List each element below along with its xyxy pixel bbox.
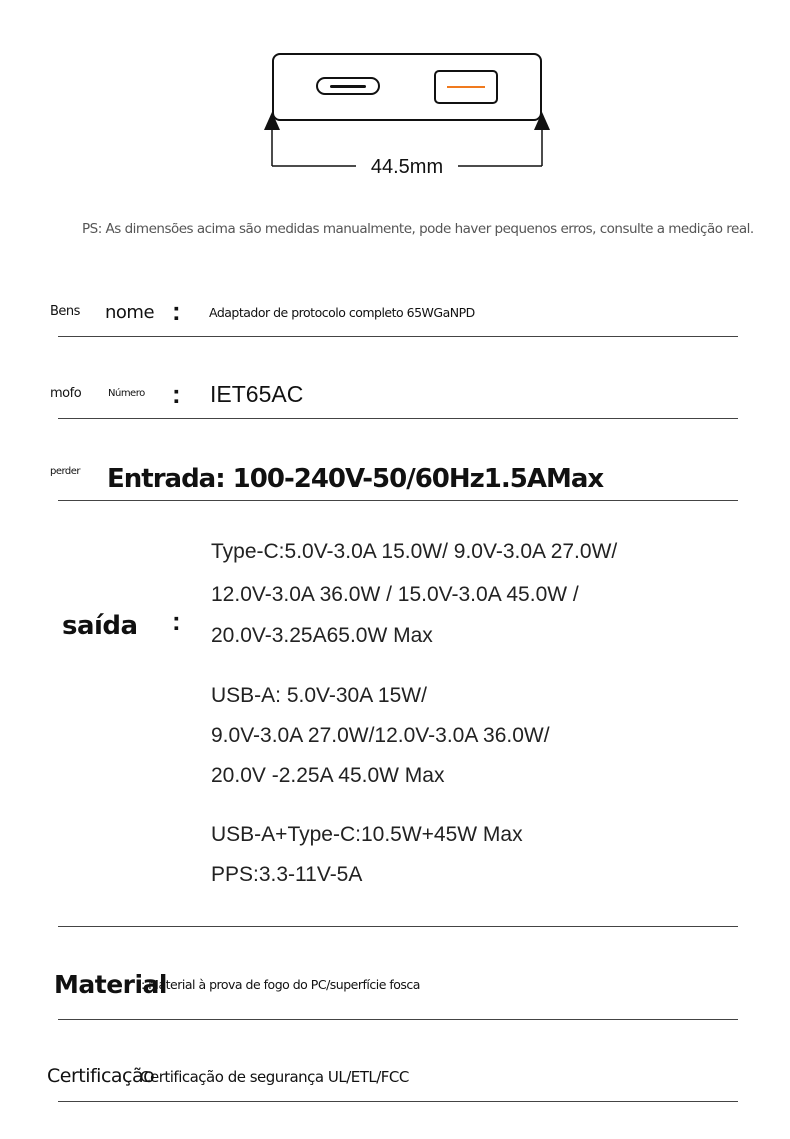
output-line: USB-A+Type-C:10.5W+45W Max	[211, 823, 523, 846]
name-label-a: Bens	[50, 304, 80, 319]
input-value: Entrada: 100-240V-50/60Hz1.5AMax	[107, 464, 604, 494]
model-label-b: Número	[108, 388, 145, 399]
usb-a-accent-bar	[447, 86, 485, 88]
divider	[58, 926, 738, 927]
model-value: IET65AC	[210, 381, 304, 407]
left-arrow-icon	[264, 112, 280, 130]
divider	[58, 1019, 738, 1020]
certification-label: Certificação	[47, 1065, 155, 1087]
model-colon: :	[172, 379, 181, 409]
model-label-a: mofo	[50, 386, 82, 401]
device-outline	[272, 53, 542, 121]
output-label: saída	[62, 611, 138, 641]
dimension-label: 44.5mm	[370, 156, 444, 178]
name-label-b: nome	[105, 302, 155, 323]
divider	[58, 500, 738, 501]
usb-c-slot-icon	[330, 85, 366, 88]
divider	[58, 336, 738, 337]
right-arrow-icon	[534, 112, 550, 130]
name-value: Adaptador de protocolo completo 65WGaNPD	[209, 305, 475, 320]
output-line: 20.0V -2.25A 45.0W Max	[211, 764, 445, 787]
output-line: 9.0V-3.0A 27.0W/12.0V-3.0A 36.0W/	[211, 724, 550, 747]
certification-value: Certificação de segurança UL/ETL/FCC	[140, 1068, 409, 1086]
output-line: USB-A: 5.0V-30A 15W/	[211, 684, 427, 707]
output-line: 20.0V-3.25A65.0W Max	[211, 624, 433, 647]
divider	[58, 1101, 738, 1102]
name-colon: :	[172, 296, 181, 326]
divider	[58, 418, 738, 419]
output-line: PPS:3.3-11V-5A	[211, 863, 363, 886]
measurement-note: PS: As dimensões acima são medidas manualmente, pode haver pequenos erros, consulte a medição real.	[82, 221, 754, 237]
output-line: 12.0V-3.0A 36.0W / 15.0V-3.0A 45.0W /	[211, 583, 579, 606]
input-label-small: perder	[50, 466, 81, 477]
material-value: : Material à prova de fogo do PC/superfície fosca	[141, 977, 420, 992]
material-label: Material	[54, 970, 167, 999]
output-colon: :	[172, 606, 181, 636]
output-line: Type-C:5.0V-3.0A 15.0W/ 9.0V-3.0A 27.0W/	[211, 540, 618, 563]
